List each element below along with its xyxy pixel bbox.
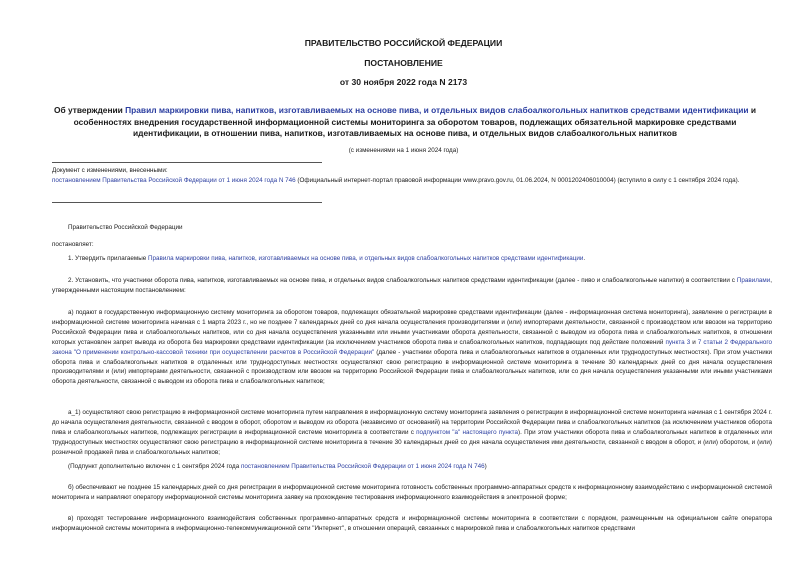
document-date-heading: от 30 ноября 2022 года N 2173 xyxy=(339,77,468,87)
pa-part2: (далее - участники оборота пива и слабоалкогольных напитков в отдаленных или труднодоступных местностях). При этом участники оборота пива и слабоалкогольных напитков в отдаленных или труднодоступных местностях осуществляют свою регистрацию в информационной системе мониторинга в течение 30 календарных дней со дня начала осуществления производителями и (или) импортерами деятельности, связанной с производством или ввозом на территорию Российской Федерации пива и слабоалкогольных напитков, или со дня начала осуществления указанными или иными участниками оборота деятельности, связанной с выводом из оборота пива и слабоалкогольных напитков; xyxy=(52,348,773,386)
pa-mid: и xyxy=(690,338,698,346)
revision-note: (с изменениями на 1 июня 2024 года) xyxy=(348,147,459,154)
decrees-label: постановляет: xyxy=(52,241,94,248)
amendment-decree-link[interactable]: постановлением Правительства Российской Федерации от 1 июня 2024 года N 746 xyxy=(52,177,296,184)
document-title xyxy=(40,105,770,140)
government-label: Правительство Российской Федерации xyxy=(68,224,183,231)
subparagraph-b: б) обеспечивают не позднее 15 календарных дней со дня регистрации в информационной системе мониторинга готовность собственных программно-аппаратных средств к информационному взаимодействию с информационной системой мониторинга и направляют оператору информационной системы мониторинга заявку на прохождение тестирования информационного взаимодействия в электронной форме; xyxy=(52,484,772,501)
subclause-a-link[interactable]: подпунктом "а" настоящего пункта xyxy=(416,428,518,436)
divider-bottom xyxy=(52,202,322,203)
pa1-part2: ). При этом участники оборота пива и слабоалкогольных напитков в отдаленных или труднодоступных местностях осуществляют свою регистрацию в информационной системе мониторинга в течение 30 календарных дней со дня начала осуществления ими деятельности, связанной с вводом в оборот, и (или) оборотом, и (или) розничной продажей пива и слабоалкогольных напитков; xyxy=(52,428,772,456)
p1-prefix: 1. Утвердить прилагаемые xyxy=(68,255,148,262)
changes-note xyxy=(52,166,772,186)
paragraph-2 xyxy=(52,276,772,296)
rules-link[interactable]: Правилами xyxy=(736,277,771,284)
pa1-part1: а_1) осуществляют свою регистрацию в информационной системе мониторинга путем направления в информационную систему мониторинга заявления о регистрации в информационной системе мониторинга начиная с 1 сентября 2024 г. до начала осуществления деятельности, связанной с вводом в оборот, оборотом и выводом из оборота (независимо от оснований) на территории Российской Федерации пива и слабоалкогольных напитков (за исключением участников оборота пива и слабоалкогольных напитков, подлежащих регистрации в информационной системе мониторинга в соответствии с xyxy=(52,409,772,436)
pa1-note-suffix: ) xyxy=(484,463,487,470)
rules-title-link[interactable]: Правил маркировки пива, напитков, изготавливаемых на основе пива, и отдельных видов слабоалкогольных напитков средствами идентификации xyxy=(125,105,749,115)
subparagraph-a1-note xyxy=(68,462,768,472)
p1-suffix: . xyxy=(583,255,586,262)
amendment-note-link[interactable]: постановлением Правительства Российской Федерации от 1 июня 2024 года N 746 xyxy=(240,463,485,470)
subparagraph-v: в) проходят тестирование информационного взаимодействия собственных программно-аппаратных средств и информационной системы мониторинга в соответствии с порядком, размещенным на официальном сайте оператора информационной системы мониторинга в информационно-телекоммуникационной сети "Интернет", в отношении операций, связанных с маркировкой пива и слабоалкогольных напитков средствами xyxy=(52,515,772,532)
p2-prefix: 2. Установить, что участники оборота пива, напитков, изготавливаемых на основе пива, и отдельных видов слабоалкогольных напитков средствами идентификации (далее - пиво и слабоалкогольные напитки) в соответствии с xyxy=(68,277,737,284)
approved-rules-link[interactable]: Правила маркировки пива, напитков, изготавливаемых на основе пива, и отдельных видов слабоалкогольных напитков средствами идентификации xyxy=(148,255,584,262)
subparagraph-a1 xyxy=(52,408,772,458)
clause-3-link[interactable]: пункта 3 xyxy=(665,338,691,346)
document-type-heading: ПОСТАНОВЛЕНИЕ xyxy=(364,58,443,68)
changes-intro: Документ с изменениями, внесенными: xyxy=(52,167,168,174)
changes-rest: (Официальный интернет-портал правовой информации www.pravo.gov.ru, 01.06.2024, N 0001202406010004) (вступило в силу с 1 сентября 2024 года). xyxy=(295,177,740,184)
title-suffix: и особенностях внедрения государственной информационной системы мониторинга за оборотом товаров, подлежащих обязательной маркировке средствами идентификации, в отношении пива, напитков, изготавливаемых на основе пива, и отдельных видов слабоалкогольных напитков xyxy=(73,105,757,139)
pa-part1: а) подают в государственную информационную систему мониторинга за оборотом товаров, подлежащих обязательной маркировке средствами идентификации (далее - информационная система мониторинга), заявление о регистрации в информационной системе мониторинга начиная с 1 марта 2023 г., но не позднее 7 календарных дней со дня начала осуществления производителями и (или) импортерами деятельности, связанной с производством или ввозом на территорию Российской Федерации пива и слабоалкогольных напитков, или со дня начала осуществления указанными или иными участниками оборота деятельности, связанной с выводом из оборота пива и слабоалкогольных напитков, в отношении которых установлен запрет вывода из оборота без маркировки средствами идентификации (за исключением участников оборота пива и слабоалкогольных напитков, подпадающих под действие положений xyxy=(52,309,772,346)
subparagraph-a xyxy=(52,308,772,387)
government-heading: ПРАВИТЕЛЬСТВО РОССИЙСКОЙ ФЕДЕРАЦИИ xyxy=(304,38,503,48)
title-prefix: Об утверждении xyxy=(53,105,126,115)
paragraph-1 xyxy=(52,254,772,264)
changes-text xyxy=(52,176,772,186)
federal-law-link[interactable]: 7 статьи 2 Федерального закона "О применении контрольно-кассовой техники при осуществлении расчетов в Российской Федерации" xyxy=(52,338,772,356)
p2-suffix: , утвержденными настоящим постановлением: xyxy=(52,277,772,294)
divider-top xyxy=(52,162,322,163)
pa1-note-prefix: (Подпункт дополнительно включен с 1 сентября 2024 года xyxy=(68,463,241,470)
